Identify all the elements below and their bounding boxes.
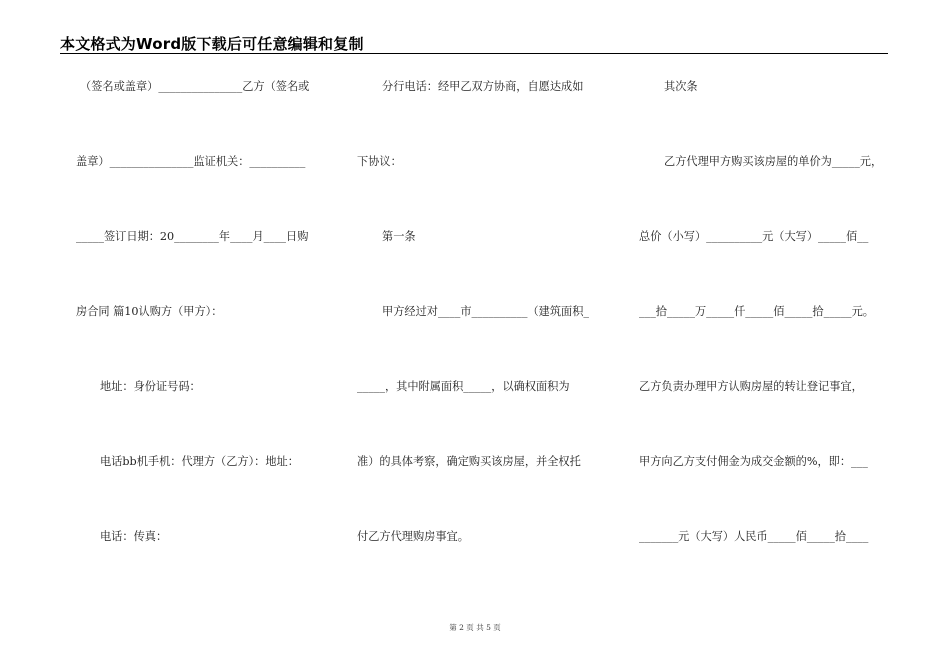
column-3-line-4: ___拾_____万_____仟_____佰_____拾_____元。 — [639, 305, 874, 318]
column-1-line-7: 电话：传真： — [100, 530, 168, 543]
column-3-line-6: 甲方向乙方支付佣金为成交金额的%，即：___ — [639, 455, 868, 468]
column-2-line-4: 甲方经过对____市__________（建筑面积_ — [382, 305, 589, 318]
column-1-line-1: （签名或盖章）_______________乙方（签名或 — [80, 80, 310, 93]
page-header-title: 本文格式为Word版下载后可任意编辑和复制 — [60, 35, 364, 53]
column-2-line-1: 分行电话：经甲乙双方协商，自愿达成如 — [382, 80, 584, 93]
column-3-line-2: 乙方代理甲方购买该房屋的单价为_____元， — [664, 155, 883, 168]
column-2-line-3: 第一条 — [382, 230, 416, 243]
column-3-line-5: 乙方负责办理甲方认购房屋的转让登记事宜， — [639, 380, 863, 393]
column-1-line-2: 盖章）_______________监证机关：__________ — [76, 155, 306, 168]
column-1-line-5: 地址：身份证号码： — [100, 380, 201, 393]
column-3-line-3: 总价（小写）__________元（大写）_____佰__ — [639, 230, 869, 243]
column-2-line-6: 准）的具体考察，确定购买该房屋，并全权托 — [357, 455, 581, 468]
column-1-line-4: 房合同 篇10认购方（甲方）： — [76, 305, 223, 318]
column-2-line-2: 下协议： — [357, 155, 402, 168]
column-1-line-3: _____签订日期：20________年____月____日购 — [76, 230, 309, 243]
column-2-line-7: 付乙方代理购房事宜。 — [357, 530, 469, 543]
column-3-line-1: 其次条 — [664, 80, 698, 93]
column-3-line-7: _______元（大写）人民币_____佰_____拾____ — [639, 530, 869, 543]
column-2-line-5: _____，其中附属面积_____，以确权面积为 — [357, 380, 570, 393]
page-number-footer: 第 2 页 共 5 页 — [449, 623, 501, 632]
column-1-line-6: 电话bb机手机：代理方（乙方）：地址： — [100, 455, 299, 468]
header-divider — [60, 53, 888, 54]
